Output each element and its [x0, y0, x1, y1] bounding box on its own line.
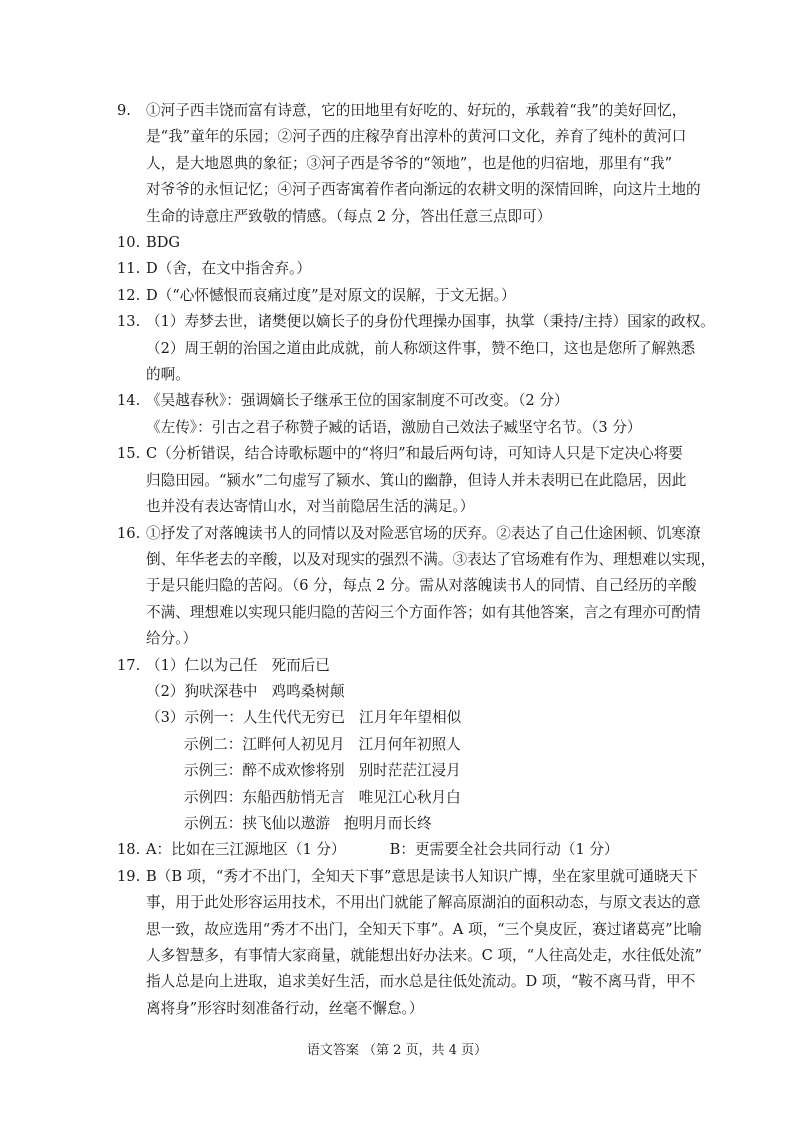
verse-line-a: 江畔何人初见月 [242, 735, 345, 753]
verse-line-b: 唯见江心秋月白 [358, 788, 461, 806]
answer-9 [117, 98, 701, 230]
answer-line: D（舍，在文中指舍弃。） [146, 260, 311, 278]
verse-line-a: 人生代代无穷已 [242, 709, 346, 727]
answer-line: （2）周王朝的治国之道由此成就，前人称颂这件事，赞不绝口，这也是您所了解熟悉 [146, 339, 696, 357]
verse-line-a: 醉不成欢惨将别 [242, 762, 345, 780]
example-label: 示例三： [184, 762, 243, 780]
answer-line: 思一致，故应选用“秀才不出门，全知天下事”。A 项，“三个臭皮匠，赛过诸葛亮”比喻 [146, 920, 702, 938]
answer-line: 事，用于此处形容运用技术，不用出门就能了解高原湖泊的面积动态，与原文表达的意 [146, 894, 701, 912]
answer-17-example [146, 758, 683, 784]
example-label: 示例二： [184, 735, 243, 753]
answer-18-a: A：比如在三江源地区（1 分） [146, 841, 346, 859]
answer-18-b: B：更需要全社会共同行动（1 分） [389, 841, 619, 859]
answer-line: BDG [146, 234, 181, 252]
answer-17-example [146, 811, 683, 837]
verse-line-b: 鸡鸣桑树颠 [271, 682, 345, 700]
answer-17-example [146, 785, 683, 811]
answer-line: 生命的诗意庄严致敬的情感。（每点 2 分，答出任意三点即可） [146, 207, 552, 225]
verse-line-b: 江月何年初照人 [358, 735, 461, 753]
answer-line: 对爷爷的永恒记忆；④河子西寄寓着作者向渐远的农耕文明的深情回眸，向这片土地的 [146, 181, 701, 199]
answer-16 [117, 521, 716, 653]
answer-line: （1）寿梦去世，诸樊便以嫡长子的身份代理操办国事，执掌（秉持/主持）国家的政权。 [146, 313, 715, 331]
answer-17 [117, 653, 683, 838]
answer-14 [117, 388, 683, 441]
question-number: 16. [117, 524, 141, 542]
question-number: 11. [117, 260, 141, 278]
question-number: 15. [117, 445, 141, 463]
answer-10 [117, 230, 683, 256]
question-number: 13. [117, 313, 141, 331]
part-label: （1） [146, 656, 185, 674]
question-number: 12. [117, 286, 141, 304]
answer-15 [117, 441, 687, 520]
verse-line-b: 死而后已 [271, 656, 330, 674]
answer-line: 离将身”形容时刻准备行动，丝毫不懈怠。） [146, 999, 424, 1017]
answer-line: ①抒发了对落魄读书人的同情以及对险恶官场的厌弃。②表达了自己仕途困顿、饥寒潦 [146, 524, 701, 542]
answer-19 [117, 864, 703, 1022]
answer-18 [117, 837, 683, 863]
question-number: 17. [117, 656, 141, 674]
verse-line-b: 抱明月而长终 [343, 814, 432, 832]
answer-line: 人，是大地恩典的象征；③河子西是爷爷的“领地”，也是他的归宿地，那里有“我” [146, 154, 673, 172]
question-number: 9. [117, 102, 131, 119]
answer-17-part-3 [146, 705, 683, 731]
answer-line: B（B 项，“秀才不出门，全知天下事”意思是读书人知识广博，坐在家里就可通晓天下 [146, 867, 698, 885]
verse-line-b: 江月年年望相似 [359, 709, 462, 727]
answer-line [146, 837, 683, 863]
page-footer: 语文答案 （第 2 页，共 4 页） [306, 1043, 488, 1058]
answer-line: 《吴越春秋》：强调嫡长子继承王位的国家制度不可改变。（2 分） [146, 392, 569, 410]
answer-line: 指人总是向上进取，追求美好生活，而水总是往低处流动。D 项，“鞍不离马背，甲不 [146, 973, 696, 991]
answer-line: 《左传》：引古之君子称赞子臧的话语，激励自己效法子臧坚守名节。（3 分） [146, 418, 642, 436]
answer-list [117, 98, 716, 1022]
answer-line: 也并没有表达寄情山水，对当前隐居生活的满足。） [146, 498, 475, 516]
example-label: 示例四： [184, 788, 243, 806]
answer-13 [117, 309, 715, 388]
question-number: 10. [117, 234, 141, 252]
answer-line: 于是只能归隐的苦闷。（6 分，每点 2 分。需从对落魄读书人的同情、自己经历的辛酸 [146, 577, 697, 595]
answer-line: 归隐田园。“颍水”二句虚写了颍水、箕山的幽静，但诗人并未表明已在此隐居，因此 [146, 471, 687, 489]
answer-line: 给分。） [146, 630, 198, 648]
answer-12 [117, 283, 683, 309]
answer-line: C（分析错误，结合诗歌标题中的“将归”和最后两句诗，可知诗人只是下定决心将要 [146, 445, 683, 463]
answer-17-example [146, 732, 683, 758]
verse-line-a: 狗吠深巷中 [184, 682, 258, 700]
example-label: 示例一： [184, 709, 243, 727]
part-label: （2） [146, 682, 185, 700]
question-number: 18. [117, 841, 141, 859]
answer-line: 是“我”童年的乐园；②河子西的庄稼孕育出淳朴的黄河口文化，养育了纯朴的黄河口 [146, 128, 687, 146]
answer-line: ①河子西丰饶而富有诗意，它的田地里有好吃的、好玩的，承载着“我”的美好回忆， [146, 102, 687, 119]
answer-11 [117, 256, 683, 282]
question-number: 19. [117, 867, 141, 885]
answer-line: 的啊。 [146, 366, 190, 384]
answer-line: 不满、理想难以实现只能归隐的苦闷三个方面作答；如有其他答案，言之有理亦可酌情 [146, 603, 701, 621]
example-label: 示例五： [184, 814, 243, 832]
answer-17-part-2 [146, 679, 683, 705]
question-number: 14. [117, 392, 141, 410]
verse-line-a: 东船西舫悄无言 [242, 788, 345, 806]
verse-line-a: 仁以为己任 [184, 656, 258, 674]
verse-line-b: 别时茫茫江浸月 [358, 762, 461, 780]
answer-line: D（“心怀憾恨而哀痛过度”是对原文的误解，于文无据。） [146, 286, 516, 304]
answer-17-part-1 [146, 653, 683, 679]
verse-line-a: 挟飞仙以遨游 [242, 814, 330, 832]
answer-line: 倒、年华老去的辛酸，以及对现实的强烈不满。③表达了官场难有作为、理想难以实现， [146, 550, 716, 568]
answer-line: 人多智慧多，有事情大家商量，就能想出好办法来。C 项，“人往高处走，水往低处流” [146, 947, 703, 964]
part-label: （3） [146, 709, 185, 727]
